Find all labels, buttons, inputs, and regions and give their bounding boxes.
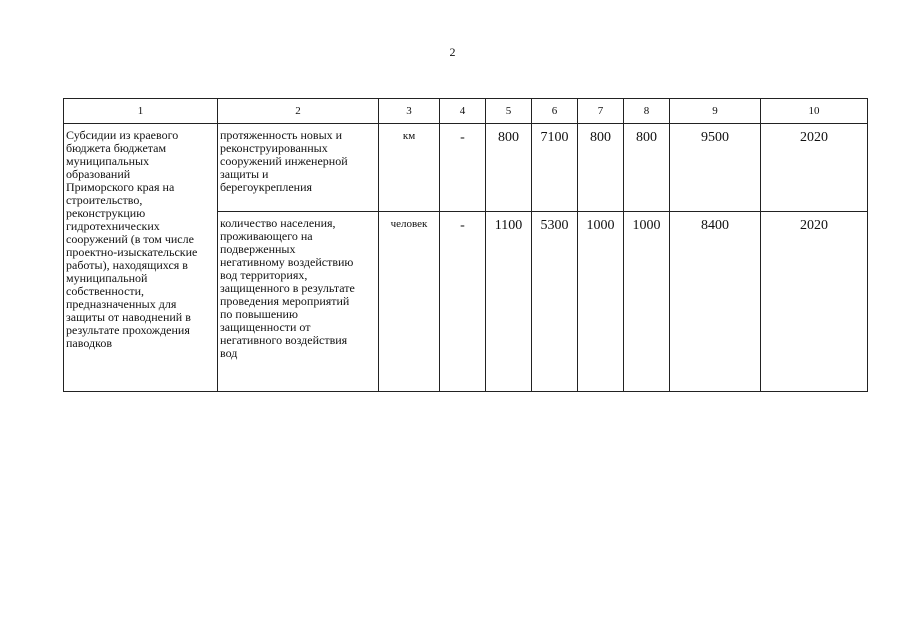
value-cell-6: 7100 [532,124,578,212]
value-cell-9: 9500 [670,124,761,212]
value-cell-7: 800 [578,124,624,212]
indicator-line: подверженных [220,242,296,256]
header-cell-2: 2 [218,99,379,124]
indicator-line: проведения мероприятий [220,294,350,308]
indicator-line: защищенного в результате [220,281,355,295]
indicator-line: негативному воздействию [220,255,354,269]
value-cell-6: 5300 [532,212,578,392]
indicators-table [63,98,868,392]
header-cell-6: 6 [532,99,578,124]
value-cell-4: - [440,124,486,212]
value-cell-10: 2020 [761,212,868,392]
description-line: собственности, [66,284,145,298]
header-cell-4: 4 [440,99,486,124]
indicator-line: защиты и [220,167,269,181]
description-line: результате прохождения [66,323,190,337]
description-line: образований [66,167,131,181]
header-cell-5: 5 [486,99,532,124]
description-line: предназначенных для [66,297,177,311]
description-line: Субсидии из краевого [66,128,179,142]
value-cell-8: 1000 [624,212,670,392]
indicator-line: протяженность новых и [220,128,343,142]
description-line: реконструкцию [66,206,146,220]
indicator-line: вод [220,346,238,360]
indicator-name-cell [218,124,379,212]
value-cell-10: 2020 [761,124,868,212]
indicator-name-cell [218,212,379,392]
description-line: строительство, [66,193,143,207]
header-cell-1: 1 [64,99,218,124]
header-cell-8: 8 [624,99,670,124]
indicator-line: реконструированных [220,141,328,155]
description-line: сооружений (в том числе [66,232,194,246]
indicator-line: негативного воздействия [220,333,348,347]
description-line: муниципальных [66,154,150,168]
description-line: Приморского края на [66,180,175,194]
header-row [64,99,868,124]
indicator-line: по повышению [220,307,298,321]
unit-cell: человек [379,212,440,392]
indicator-line: сооружений инженерной [220,154,348,168]
value-cell-4: - [440,212,486,392]
description-line: бюджета бюджетам [66,141,167,155]
header-cell-9: 9 [670,99,761,124]
indicator-line: берегоукрепления [220,180,313,194]
description-line: защиты от наводнений в [66,310,191,324]
value-cell-5: 800 [486,124,532,212]
value-cell-5: 1100 [486,212,532,392]
value-cell-7: 1000 [578,212,624,392]
table-row [64,124,868,212]
indicator-line: вод территориях, [220,268,308,282]
value-cell-9: 8400 [670,212,761,392]
header-cell-3: 3 [379,99,440,124]
description-line: проектно-изыскательские [66,245,198,259]
header-cell-7: 7 [578,99,624,124]
value-cell-8: 800 [624,124,670,212]
subsidy-description-cell [64,124,218,392]
description-line: гидротехнических [66,219,160,233]
description-line: работы), находящихся в [66,258,188,272]
page-number: 2 [449,45,456,59]
unit-cell: км [379,124,440,212]
indicator-line: количество населения, [220,216,336,230]
indicator-line: проживающего на [220,229,313,243]
description-line: муниципальной [66,271,148,285]
header-cell-10: 10 [761,99,868,124]
indicator-line: защищенности от [220,320,311,334]
description-line: паводков [66,336,112,350]
